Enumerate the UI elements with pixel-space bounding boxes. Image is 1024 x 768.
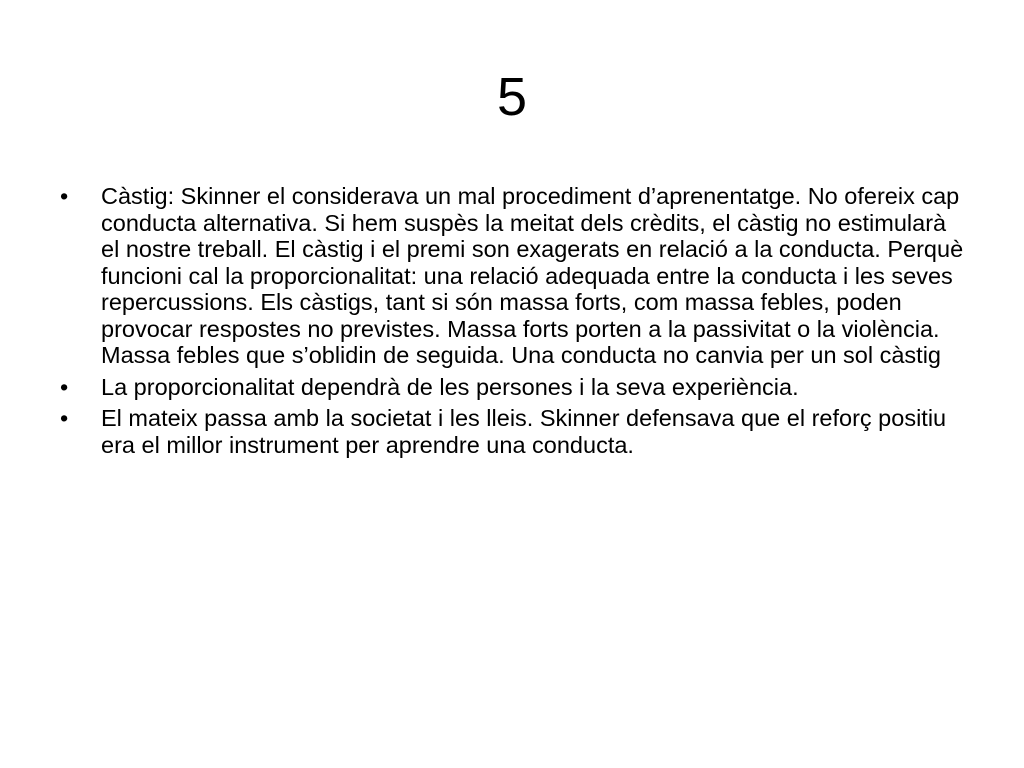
bullet-item-proportionality	[60, 374, 970, 401]
bullet-text: El mateix passa amb la societat i les lleis. Skinner defensava que el reforç positiu era el millor instrument per aprendre una conducta.	[101, 405, 947, 458]
bullet-marker: •	[60, 405, 69, 431]
bullet-list	[60, 183, 970, 463]
bullet-text: Càstig: Skinner el considerava un mal procediment d’aprenentatge. No ofereix cap conducta alternativa. Si hem suspès la meitat dels crèdits, el càstig no estimularà el nostre treball. El càstig i el premi son exagerats en relació a la conducta. Perquè funcioni cal la proporcionalitat: una relació adequada entre la conducta i les seves repercussions. Els càstigs, tant si són massa forts, com massa febles, poden provocar respostes no previstes. Massa forts porten a la passivitat o la violència. Massa febles que s’oblidin de seguida. Una conducta no canvia per un sol càstig	[101, 183, 964, 368]
bullet-text: La proporcionalitat dependrà de les persones i la seva experiència.	[101, 373, 799, 400]
bullet-marker: •	[60, 183, 69, 209]
bullet-item-society-laws	[60, 405, 970, 458]
bullet-item-punishment	[60, 183, 970, 369]
bullet-marker: •	[60, 373, 69, 400]
slide-title: 5	[496, 67, 528, 127]
